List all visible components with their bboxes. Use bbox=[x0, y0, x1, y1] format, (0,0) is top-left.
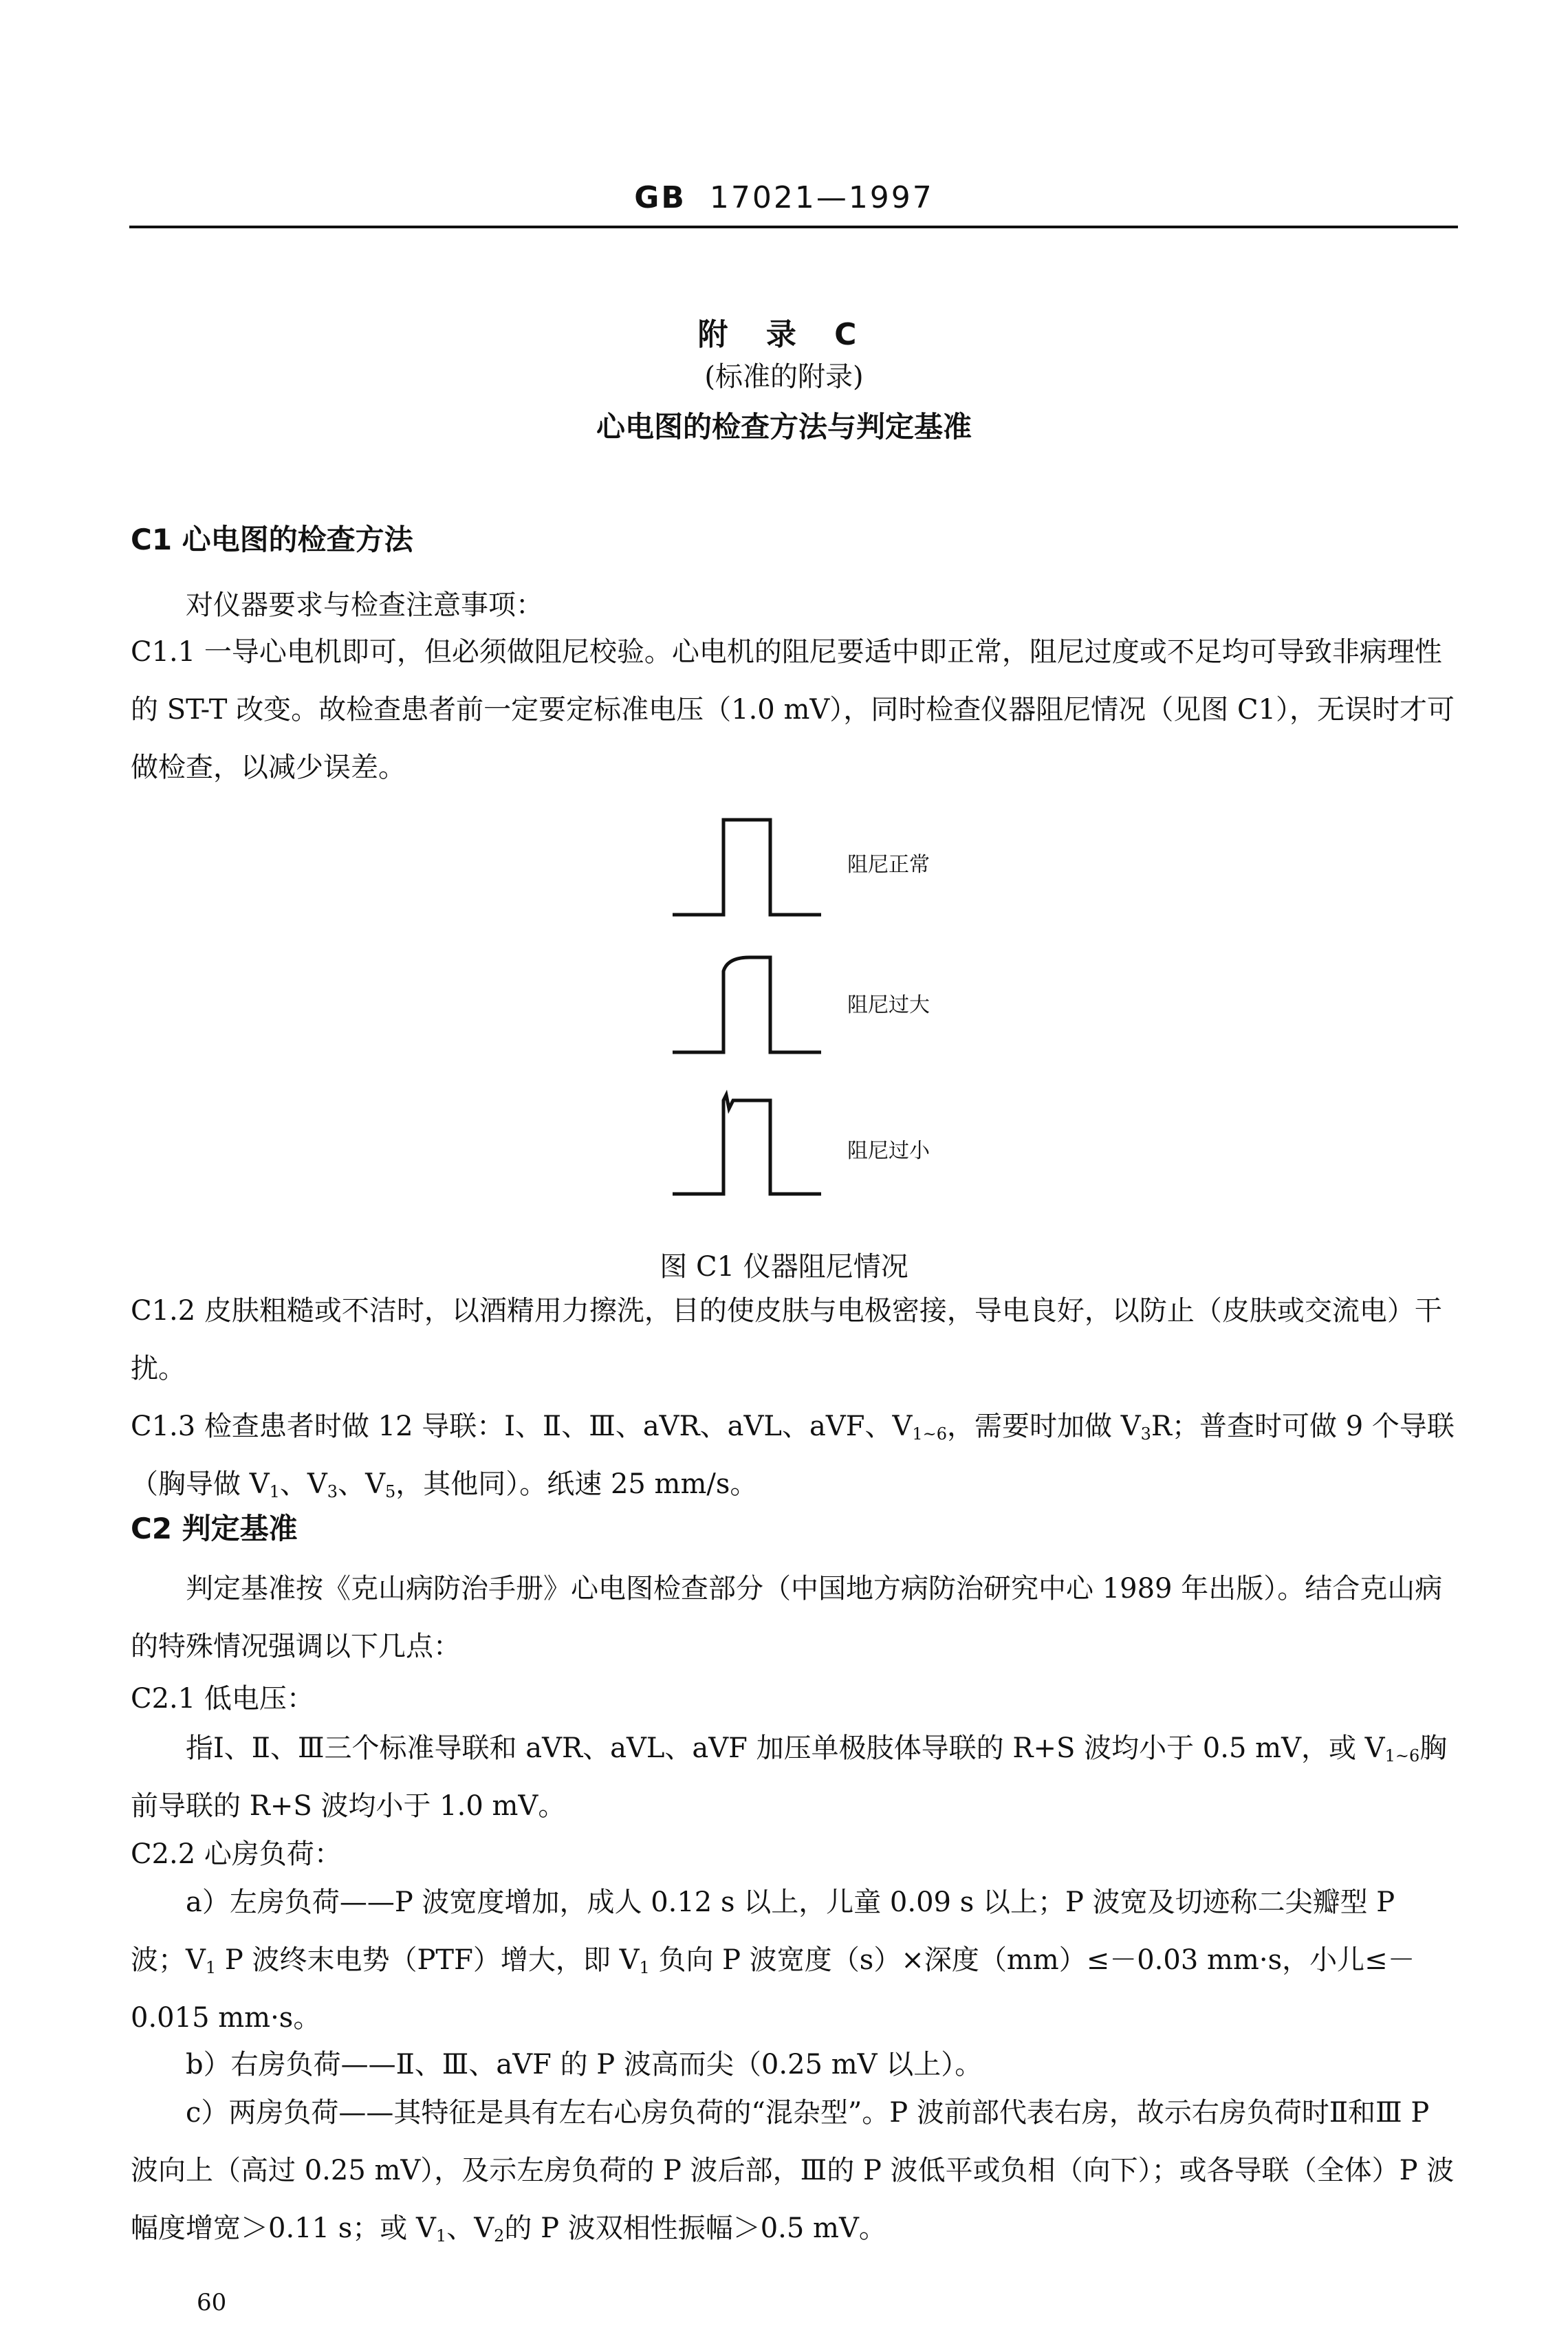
page-number: 60 bbox=[197, 2289, 227, 2316]
figure-caption: 图 C1 仪器阻尼情况 bbox=[660, 1251, 908, 1283]
normal-damping-waveform bbox=[673, 820, 821, 915]
insufficient-damping-waveform bbox=[673, 1095, 821, 1194]
header-rule bbox=[129, 226, 1458, 228]
c1-intro: 对仪器要求与检查注意事项： bbox=[186, 589, 543, 621]
standard-number: 17021—1997 bbox=[709, 180, 934, 215]
c2-1-heading: C2.1 低电压： bbox=[131, 1683, 314, 1715]
c2-2-heading: C2.2 心房负荷： bbox=[131, 1838, 342, 1870]
c1-1-paragraph: C1.1 一导心电机即可，但必须做阻尼校验。心电机的阻尼要适中即正常，阻尼过度或不足均可导致非病理性的 ST-T 改变。故检查患者前一定要定标准电压（1.0 mV），同时检查仪器阻尼情况（见图 C1），无误时才可做检查，以减少误差。 bbox=[131, 636, 1455, 783]
standard-code: GB bbox=[634, 180, 686, 215]
appendix-title: 心电图的检查方法与判定基准 bbox=[596, 410, 972, 444]
c2-2-a-paragraph: a）左房负荷——P 波宽度增加，成人 0.12 s 以上，儿童 0.09 s 以上；P 波宽及切迹称二尖瓣型 P 波；$V_1$ P 波终末电势（PTF）增大，即 $V_1$ 负向 P 波宽度（s）×深度（mm）≤－0.03 mm·s，小儿≤－0.015 mm·s。 bbox=[131, 1887, 1415, 2034]
damping-figure bbox=[660, 812, 867, 1210]
c2-2-c-paragraph: c）两房负荷——其特征是具有左右心房负荷的“混杂型”。P 波前部代表右房，故示右房负荷时Ⅱ和Ⅲ P 波向上（高过 0.25 mV），及示左房负荷的 P 波后部，Ⅲ的 P 波低平或负相（向下）；或各导联（全体）P 波幅度增宽＞0.11 s；或 $V_1$、$V_2$的 P 波双相性振幅＞0.5 mV。 bbox=[131, 2097, 1455, 2246]
c1-3-paragraph: C1.3 检查患者时做 12 导联：Ⅰ、Ⅱ、Ⅲ、aVR、aVL、aVF、$V_{1\sim 6}$，需要时加做 $V_3R$；普查时可做 9 个导联（胸导做 $V_1$、$V_3$、$V_5$，其他同）。纸速 25 mm/s。 bbox=[131, 1411, 1455, 1501]
label-excess-damping: 阻尼过大 bbox=[847, 993, 930, 1017]
appendix-subtitle: (标准的附录) bbox=[704, 361, 864, 393]
section-c2-heading: C2 判定基准 bbox=[131, 1512, 298, 1545]
c2-2-b-paragraph: b）右房负荷——Ⅱ、Ⅲ、aVF 的 P 波高而尖（0.25 mV 以上）。 bbox=[186, 2049, 983, 2080]
label-insufficient-damping: 阻尼过小 bbox=[847, 1139, 930, 1163]
c2-intro: 判定基准按《克山病防治手册》心电图检查部分（中国地方病防治研究中心 1989 年出版）。结合克山病的特殊情况强调以下几点： bbox=[131, 1573, 1443, 1662]
excess-damping-waveform bbox=[673, 957, 821, 1052]
standard-header bbox=[0, 180, 1568, 215]
section-c1-heading: C1 心电图的检查方法 bbox=[131, 523, 413, 556]
c2-1-body: 指Ⅰ、Ⅱ、Ⅲ三个标准导联和 aVR、aVL、aVF 加压单极肢体导联的 R+S 波均小于 0.5 mV，或 $V_{1\sim 6}$胸前导联的 R+S 波均小于 1.0 mV。 bbox=[131, 1732, 1448, 1822]
appendix-label: 附 录 C bbox=[697, 317, 871, 352]
label-normal-damping: 阻尼正常 bbox=[847, 853, 930, 877]
c1-2-paragraph: C1.2 皮肤粗糙或不洁时，以酒精用力擦洗，目的使皮肤与电极密接，导电良好，以防止（皮肤或交流电）干扰。 bbox=[131, 1295, 1442, 1384]
